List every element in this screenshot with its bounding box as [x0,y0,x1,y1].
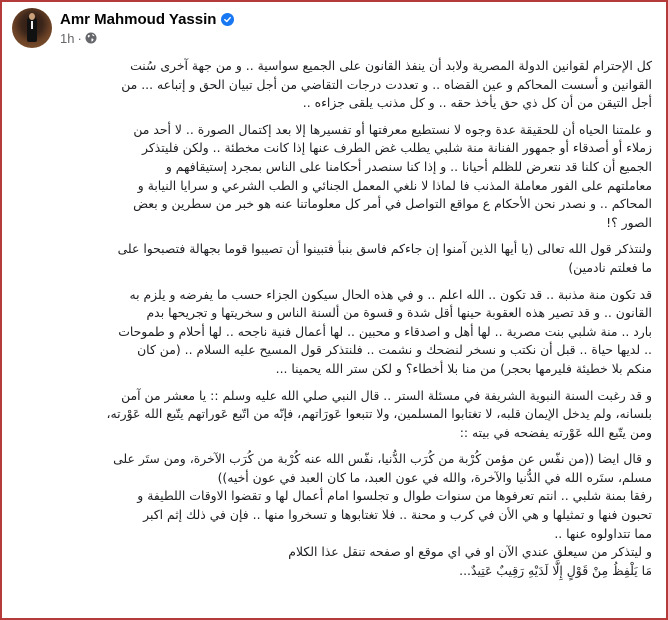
text-line: مما تتداولوه عنها .. [554,525,652,541]
paragraph-hadith-2 [20,450,652,487]
text-line: رفقا بمنة شلبي .. انتم تعرفوها من سنوات طوال و تجلسوا امام أعمال لها و تقضوا الاوقات اللطيفة و [137,488,652,504]
paragraph-law [20,57,652,113]
text-line: و قد رغبت السنة النبوية الشريفة في مسئلة الستر .. قال النبي صلي الله عليه وسلم :: يا معشر من آمن [121,387,652,403]
post-header-text [60,11,234,46]
text-line: منكم بلا خطيئة فليرمها بحجر) من منا بلا أخطاء؟ و لكن ستر الله يحمينا ... [275,360,652,376]
text-line: و علمتنا الحياه أن للحقيقة عدة وجوه لا نستطيع معرفتها أو تفسيرها إلا بعد إكتمال الصورة .. لا أحد من [133,121,652,137]
text-line: القوانين و أسست المحاكم و عين القضاه .. و تعددت درجات التقاضي من أجل تبيان الحق و إتباعه ... من [121,76,652,92]
paragraph-quran-verse [20,240,652,277]
verified-badge-icon [221,13,234,26]
text-line: .. لديها حياة .. قبل أن نكتب و نسخر لنضحك و نشمت .. فلنتذكر قول المسيح عليه السلام .. (من كان [137,342,652,358]
avatar-face [29,13,35,20]
text-line: مَا يَلْفِظُ مِنْ قَوْلٍ إِلَّا لَدَيْهِ رَقِيبٌ عَتِيدٌ... [459,562,652,578]
author-name[interactable]: Amr Mahmoud Yassin [60,10,217,28]
text-line: المحاكم .. و نصدر نحن الأحكام ع مواقع التواصل في أمر كل معلوماتنا عنه هو خبر من سطرين و بعض [133,196,652,212]
text-line: أجل التيقن من أن كل ذي حق يأخذ حقه .. و كل مذنب يلقى جزاءه .. [302,95,652,111]
avatar[interactable] [12,8,52,48]
paragraph-hadith-1 [20,387,652,443]
text-line: ومن يتّبع الله عَوْرته يفضحه في بيته :: [459,424,652,440]
paragraph-punishment [20,286,652,379]
text-line: زملاء أو أصدقاء أو جمهور الفنانة منة شلبي يطلب غض الطرف عنها إذا كانت مخطئة .. ولكن فليتذكر [142,140,652,156]
globe-icon[interactable] [85,32,97,44]
text-line: بلسانه، ولم يدخل الإيمان قلبه، لا تغتابوا المسلمين، ولا تتبعوا عَورَاتهم، فإنّه من اتّبع عَوراتهم يتّبع الله عَوْرته، [106,406,652,422]
text-line: الصور ؟! [606,214,652,230]
post-header [12,8,234,48]
text-line: مسلم، ستَره الله في الدُّنيا والآخرة، والله في عون العبد، ما كان العبد في عون أخيه)) [217,469,652,485]
text-line: ولنتذكر قول الله تعالى (يا أيها الذين آمنوا إن جاءكم فاسق بنبأ فتبينوا أن تصيبوا قوما بجهالة فتصبحوا على [117,241,652,257]
avatar-shirt [31,21,33,29]
text-line: تحبون فنها و تمثيلها و هي الأن في كرب و محنة .. فلا تغتابوها و تسخروا منها .. فإن في ذلك إثم اكبر [143,507,652,523]
paragraph-closing [20,487,652,580]
post-body [20,57,652,580]
text-line: قد تكون منة مذنبة .. قد تكون .. الله اعلم .. و في هذه الحال سيكون الجزاء حسب ما يفرضه و يلزم به [129,286,652,302]
text-line: ما فعلتم نادمين) [568,259,652,275]
text-line: كل الإحترام لقوانين الدولة المصرية ولابد أن ينفذ القانون على الجميع سواسية .. و من جهة آخرى سُنت [130,58,652,73]
meta-separator: · [77,30,82,46]
text-line: و ليتذكر من سيعلق عندي الآن او في اي موقع او صفحه تنقل عذا الكلام [288,544,652,560]
text-line: القانون .. و قد تصير هذه العقوبة حينها أقل شدة و قسوة من ألسنة الناس و سخريتها و تجريحها بدم [146,305,652,321]
post-meta [60,31,234,46]
text-line: و قال ايضا ((من نفّس عن مؤمن كُرْبة من كُرَب الدُّنيا، نفّس الله عنه كُرْبة من كُرَب الآخرة، ومن ستَر على [113,451,652,467]
author-row [60,11,234,28]
post-timestamp[interactable]: 1h [60,30,75,46]
text-line: بارد .. منة شلبي بنت مصرية .. لها أهل و اصدقاء و محبين .. لها أعمال فنية ناجحه .. لها أحلام و طموحات [118,323,652,339]
paragraph-truth [20,121,652,233]
text-line: معاملتهم على الفور معاملة المذنب فا لماذا لا نلغي المعمل الجنائي و الطب الشرعي و سرايا النيابة و [137,177,652,193]
text-line: الجميع أن كلنا قد نتعرض للظلم أحيانا .. و إذا كنا سنصدر أحكامنا على الناس بمجرد إستيقافهم و [165,158,652,174]
